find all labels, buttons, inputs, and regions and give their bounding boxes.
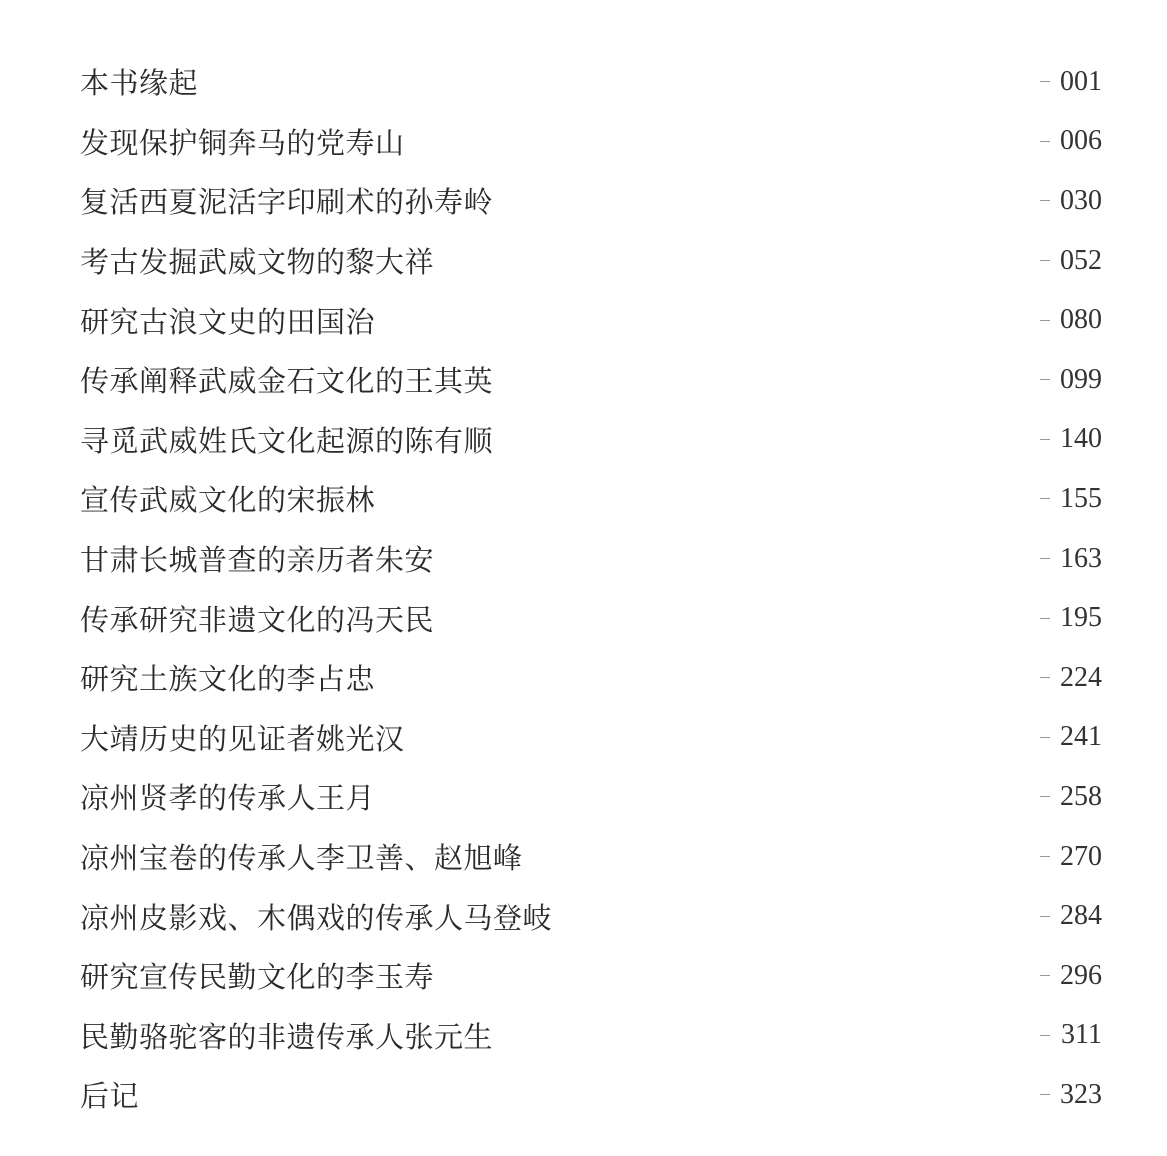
toc-entry[interactable] <box>80 708 1102 768</box>
toc-entry-page-group <box>1040 721 1102 753</box>
leader-dash <box>1040 1035 1050 1036</box>
toc-entry-page-number: 099 <box>1060 363 1102 395</box>
leader-dash <box>1040 141 1050 142</box>
leader-dash <box>1040 916 1050 917</box>
toc-entry-page-number: 163 <box>1060 542 1102 574</box>
toc-entry-title: 后记 <box>80 1079 140 1114</box>
toc-entry[interactable] <box>80 529 1102 589</box>
toc-entry-title: 研究宣传民勤文化的李玉寿 <box>80 960 435 995</box>
toc-entry-page-group <box>1040 781 1102 813</box>
leader-dash <box>1040 677 1050 678</box>
toc-entry-page-group <box>1040 423 1102 455</box>
toc-entry-title: 研究土族文化的李占忠 <box>80 662 376 697</box>
toc-entry-page-group <box>1040 1079 1102 1111</box>
toc-entry-page-number: 284 <box>1060 900 1102 932</box>
leader-dash <box>1040 320 1050 321</box>
toc-entry-page-number: 323 <box>1060 1078 1102 1110</box>
toc-entry-page-group <box>1040 662 1102 694</box>
toc-entry-title: 民勤骆驼客的非遗传承人张元生 <box>80 1019 494 1054</box>
toc-entry[interactable] <box>80 1065 1102 1125</box>
toc-entry[interactable] <box>80 648 1102 708</box>
toc-entry[interactable] <box>80 767 1102 827</box>
toc-entry-page-group <box>1040 960 1102 992</box>
leader-dash <box>1040 498 1050 499</box>
leader-dash <box>1040 379 1050 380</box>
toc-entry[interactable] <box>80 827 1102 887</box>
toc-entry[interactable] <box>80 52 1102 112</box>
toc-entry-title: 复活西夏泥活字印刷术的孙寿岭 <box>80 185 494 220</box>
toc-entry[interactable] <box>80 171 1102 231</box>
toc-entry-title: 传承阐释武威金石文化的王其英 <box>80 364 494 399</box>
toc-entry-title: 凉州贤孝的传承人王月 <box>80 781 376 816</box>
toc-entry[interactable] <box>80 886 1102 946</box>
toc-entry-page-number: 001 <box>1060 65 1102 97</box>
toc-entry-title: 大靖历史的见证者姚光汉 <box>80 721 405 756</box>
toc-entry[interactable] <box>80 588 1102 648</box>
toc-entry-page-group <box>1040 841 1102 873</box>
toc-entry-page-number: 006 <box>1060 125 1102 157</box>
toc-entry-page-group <box>1040 125 1102 157</box>
toc-entry-page-group <box>1040 483 1102 515</box>
toc-entry[interactable] <box>80 350 1102 410</box>
leader-dash <box>1040 1094 1050 1095</box>
toc-entry-title: 宣传武威文化的宋振林 <box>80 483 376 518</box>
toc-entry-title: 寻觅武威姓氏文化起源的陈有顺 <box>80 423 494 458</box>
toc-entry-page-number: 224 <box>1060 661 1102 693</box>
toc-entry[interactable] <box>80 290 1102 350</box>
leader-dash <box>1040 260 1050 261</box>
toc-entry-page-number: 140 <box>1060 423 1102 455</box>
toc-entry[interactable] <box>80 410 1102 470</box>
toc-entry-page-group <box>1040 543 1102 575</box>
toc-entry-title: 本书缘起 <box>80 66 199 101</box>
toc-entry-title: 凉州宝卷的传承人李卫善、赵旭峰 <box>80 841 523 876</box>
toc-entry[interactable] <box>80 1006 1102 1066</box>
toc-entry-page-group <box>1040 245 1102 277</box>
toc-entry[interactable] <box>80 946 1102 1006</box>
table-of-contents <box>80 52 1102 1125</box>
toc-entry-page-group <box>1040 304 1102 336</box>
toc-entry-page-number: 258 <box>1060 780 1102 812</box>
toc-entry-page-group <box>1040 900 1102 932</box>
leader-dash <box>1040 81 1050 82</box>
toc-entry-page-number: 311 <box>1061 1019 1102 1051</box>
leader-dash <box>1040 618 1050 619</box>
toc-entry-title: 甘肃长城普查的亲历者朱安 <box>80 543 435 578</box>
toc-entry-page-number: 296 <box>1060 959 1102 991</box>
toc-entry-page-number: 270 <box>1060 840 1102 872</box>
toc-entry[interactable] <box>80 112 1102 172</box>
toc-entry-page-number: 052 <box>1060 244 1102 276</box>
toc-entry-page-number: 155 <box>1060 482 1102 514</box>
leader-dash <box>1040 558 1050 559</box>
toc-entry-page-group <box>1040 185 1102 217</box>
toc-entry-page-group <box>1040 364 1102 396</box>
toc-entry-page-group <box>1040 66 1102 98</box>
toc-entry-title: 研究古浪文史的田国治 <box>80 304 376 339</box>
leader-dash <box>1040 200 1050 201</box>
toc-entry-page-number: 080 <box>1060 304 1102 336</box>
toc-entry-page-number: 030 <box>1060 184 1102 216</box>
toc-entry[interactable] <box>80 231 1102 291</box>
toc-entry-page-number: 241 <box>1060 721 1102 753</box>
toc-entry-title: 发现保护铜奔马的党寿山 <box>80 125 405 160</box>
leader-dash <box>1040 856 1050 857</box>
leader-dash <box>1040 796 1050 797</box>
leader-dash <box>1040 737 1050 738</box>
toc-entry-page-group <box>1040 602 1102 634</box>
leader-dash <box>1040 975 1050 976</box>
toc-entry-title: 传承研究非遗文化的冯天民 <box>80 602 435 637</box>
toc-entry-title: 凉州皮影戏、木偶戏的传承人马登岐 <box>80 900 553 935</box>
toc-entry-page-group <box>1040 1019 1102 1051</box>
leader-dash <box>1040 439 1050 440</box>
toc-entry-title: 考古发掘武威文物的黎大祥 <box>80 245 435 280</box>
toc-entry-page-number: 195 <box>1060 602 1102 634</box>
toc-entry[interactable] <box>80 469 1102 529</box>
